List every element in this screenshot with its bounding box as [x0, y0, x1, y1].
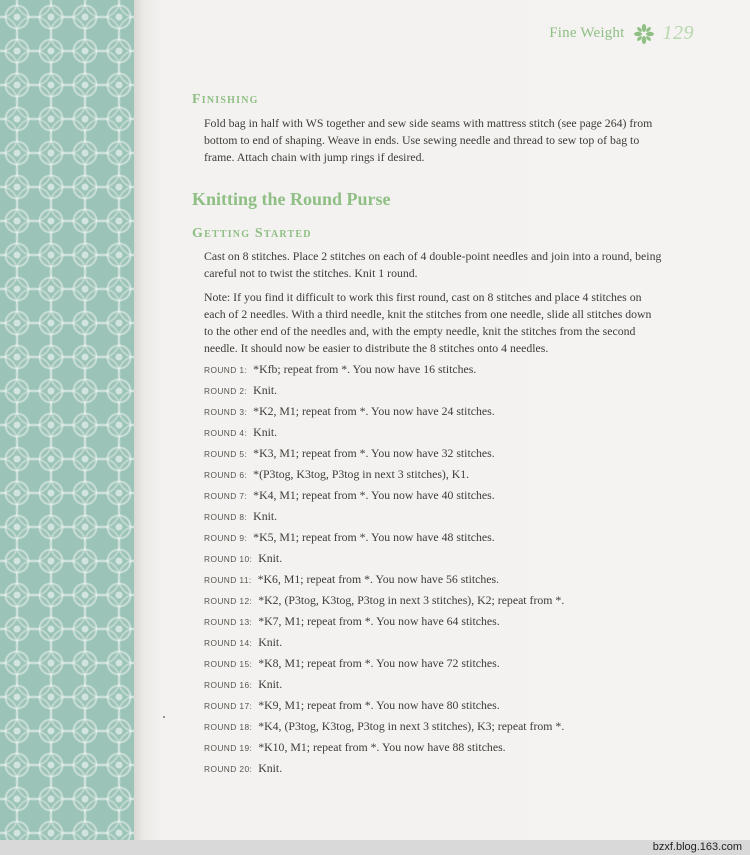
round-instruction: *K3, M1; repeat from *. You now have 32 stitches.: [253, 446, 495, 460]
round-instruction: Knit.: [258, 761, 283, 775]
getting-started-intro: Cast on 8 stitches. Place 2 stitches on each of 4 double-point needles and join into a round, being careful not to twist the stitches. Knit 1 round.: [204, 249, 662, 280]
round-row: [192, 401, 662, 422]
round-row: [192, 758, 662, 779]
round-label: ROUND 19:: [204, 743, 253, 753]
round-row: [192, 527, 662, 548]
round-label: ROUND 7:: [204, 491, 248, 501]
round-row: [192, 695, 662, 716]
round-row: [192, 380, 662, 401]
round-instruction: Knit.: [258, 551, 283, 565]
round-label: ROUND 8:: [204, 512, 248, 522]
round-label: ROUND 15:: [204, 659, 253, 669]
round-label: ROUND 11:: [204, 575, 252, 585]
flower-ornament-icon: [633, 23, 655, 45]
page-number: 129: [662, 22, 694, 44]
round-instruction: Knit.: [253, 383, 278, 397]
round-label: ROUND 12:: [204, 596, 253, 606]
round-row: [192, 590, 662, 611]
round-label: ROUND 1:: [204, 365, 248, 375]
round-label: ROUND 10:: [204, 554, 253, 564]
round-row: [192, 359, 662, 380]
round-instruction: *K4, (P3tog, K3tog, P3tog in next 3 stitches), K3; repeat from *.: [258, 719, 565, 733]
round-instruction: *(P3tog, K3tog, P3tog in next 3 stitches), K1.: [253, 467, 470, 481]
round-row: [192, 464, 662, 485]
round-instruction: Knit.: [258, 677, 283, 691]
round-row: [192, 716, 662, 737]
round-row: [192, 506, 662, 527]
round-row: [192, 653, 662, 674]
page-header: [549, 22, 694, 45]
rounds-list: [192, 359, 662, 779]
round-label: ROUND 18:: [204, 722, 253, 732]
round-label: ROUND 4:: [204, 428, 248, 438]
round-row: [192, 443, 662, 464]
round-label: ROUND 2:: [204, 386, 248, 396]
round-instruction: *K9, M1; repeat from *. You now have 80 stitches.: [258, 698, 500, 712]
round-row: [192, 632, 662, 653]
finishing-text: Fold bag in half with WS together and sew side seams with mattress stitch (see page 264) from bottom to end of shaping. Weave in ends. Use sewing needle and thread to sew top of bag to frame. Attach chain with jump rings if desired.: [204, 116, 653, 164]
page-content: [192, 90, 662, 779]
round-purse-title: Knitting the Round Purse: [192, 189, 391, 209]
getting-started-heading: Getting Started: [192, 226, 312, 241]
round-row: [192, 485, 662, 506]
round-instruction: *K2, (P3tog, K3tog, P3tog in next 3 stitches), K2; repeat from *.: [258, 593, 565, 607]
bottom-strip: [0, 840, 750, 855]
round-label: ROUND 13:: [204, 617, 253, 627]
round-label: ROUND 20:: [204, 764, 253, 774]
round-label: ROUND 16:: [204, 680, 253, 690]
round-row: [192, 548, 662, 569]
round-instruction: *K8, M1; repeat from *. You now have 72 stitches.: [258, 656, 500, 670]
round-instruction: Knit.: [253, 425, 278, 439]
getting-started-note: Note: If you find it difficult to work this first round, cast on 8 stitches and place 4 stitches on each of 2 needles. With a third needle, knit the stitches from one needle, slide all stitches down to the other end of the needles and, with the empty needle, knit the stitches from the second needle. It should now be easier to distribute the 8 stitches onto 4 needles.: [204, 290, 652, 355]
round-row: [192, 737, 662, 758]
round-row: [192, 611, 662, 632]
finishing-heading: Finishing: [192, 92, 259, 107]
decorative-side-pattern: [0, 0, 134, 840]
round-instruction: *K7, M1; repeat from *. You now have 64 stitches.: [258, 614, 500, 628]
round-label: ROUND 17:: [204, 701, 253, 711]
round-instruction: *K5, M1; repeat from *. You now have 48 stitches.: [253, 530, 495, 544]
round-instruction: *K6, M1; repeat from *. You now have 56 stitches.: [257, 572, 500, 586]
round-row: [192, 569, 662, 590]
round-label: ROUND 9:: [204, 533, 248, 543]
round-instruction: Knit.: [258, 635, 283, 649]
round-instruction: *K4, M1; repeat from *. You now have 40 stitches.: [253, 488, 495, 502]
round-label: ROUND 3:: [204, 407, 248, 417]
round-label: ROUND 6:: [204, 470, 248, 480]
round-instruction: *K10, M1; repeat from *. You now have 88 stitches.: [258, 740, 506, 754]
round-instruction: Knit.: [253, 509, 278, 523]
round-label: ROUND 14:: [204, 638, 253, 648]
header-title: Fine Weight: [549, 25, 625, 41]
round-row: [192, 674, 662, 695]
round-label: ROUND 5:: [204, 449, 248, 459]
round-instruction: *Kfb; repeat from *. You now have 16 stitches.: [253, 362, 477, 376]
watermark: bzxf.blog.163.com: [652, 841, 742, 853]
page-speck: [163, 716, 165, 718]
round-row: [192, 422, 662, 443]
round-instruction: *K2, M1; repeat from *. You now have 24 stitches.: [253, 404, 495, 418]
